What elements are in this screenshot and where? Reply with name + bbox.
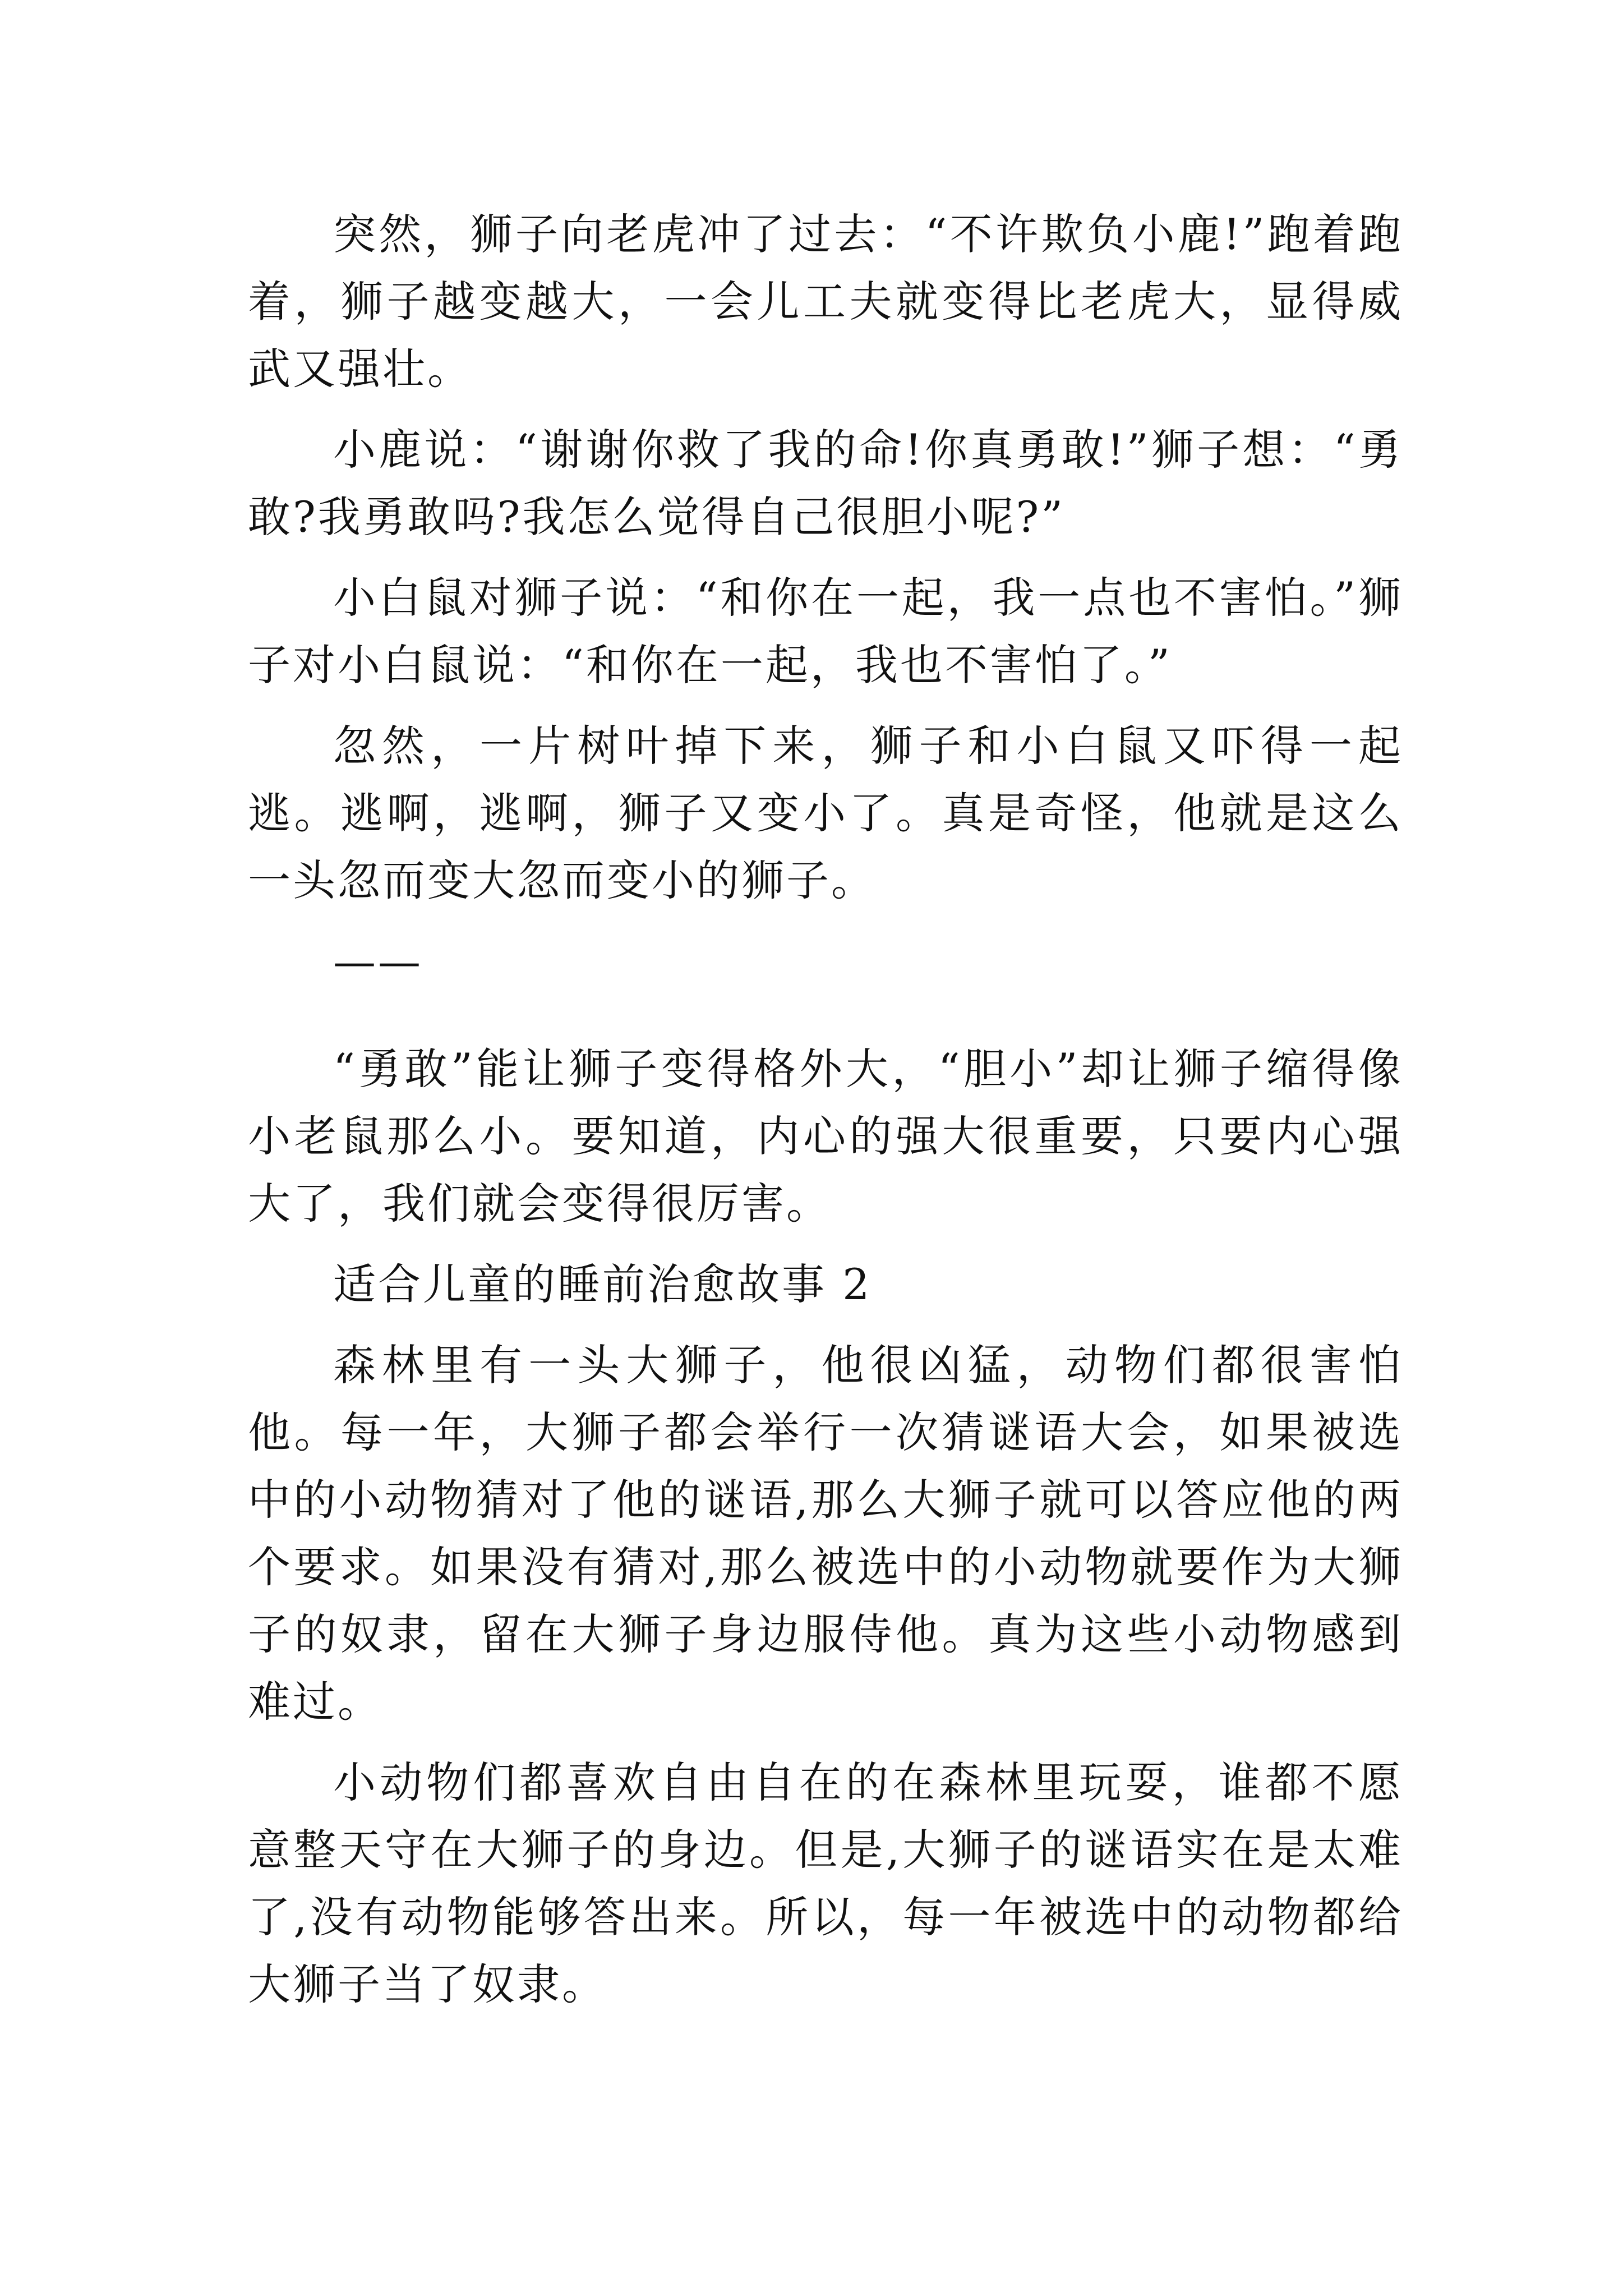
paragraph: 小动物们都喜欢自由自在的在森林里玩耍，谁都不愿意整天守在大狮子的身边。但是,大狮子的谜语实在是太难了,没有动物能够答出来。所以，每一年被选中的动物都给大狮子当了奴隶。 [248,1757,1403,2009]
document-body [248,201,1403,2032]
paragraph: 森林里有一头大狮子，他很凶猛，动物们都很害怕他。每一年，大狮子都会举行一次猜谜语大会，如果被选中的小动物猜对了他的谜语,那么大狮子就可以答应他的两个要求。如果没有猜对,那么被选中的小动物就要作为大狮子的奴隶，留在大狮子身边服侍他。真为这些小动物感到难过。 [248,1340,1403,1727]
paragraph: 小白鼠对狮子说：“和你在一起，我一点也不害怕。”狮子对小白鼠说：“和你在一起，我也不害怕了。” [248,573,1403,690]
separator-dash: —— [333,936,423,986]
paragraph: “勇敢”能让狮子变得格外大，“胆小”却让狮子缩得像小老鼠那么小。要知道，内心的强大很重要，只要内心强大了，我们就会变得很厉害。 [248,1044,1403,1228]
paragraph: 小鹿说：“谢谢你救了我的命!你真勇敢!”狮子想：“勇敢?我勇敢吗?我怎么觉得自己很胆小呢?” [248,425,1403,542]
paragraph: 忽然，一片树叶掉下来，狮子和小白鼠又吓得一起逃。逃啊，逃啊，狮子又变小了。真是奇怪，他就是这么一头忽而变大忽而变小的狮子。 [248,721,1403,905]
paragraph: 突然，狮子向老虎冲了过去：“不许欺负小鹿!”跑着跑着，狮子越变越大，一会儿工夫就变得比老虎大，显得威武又强壮。 [248,209,1403,394]
story-heading: 适合儿童的睡前治愈故事 2 [333,1259,872,1309]
